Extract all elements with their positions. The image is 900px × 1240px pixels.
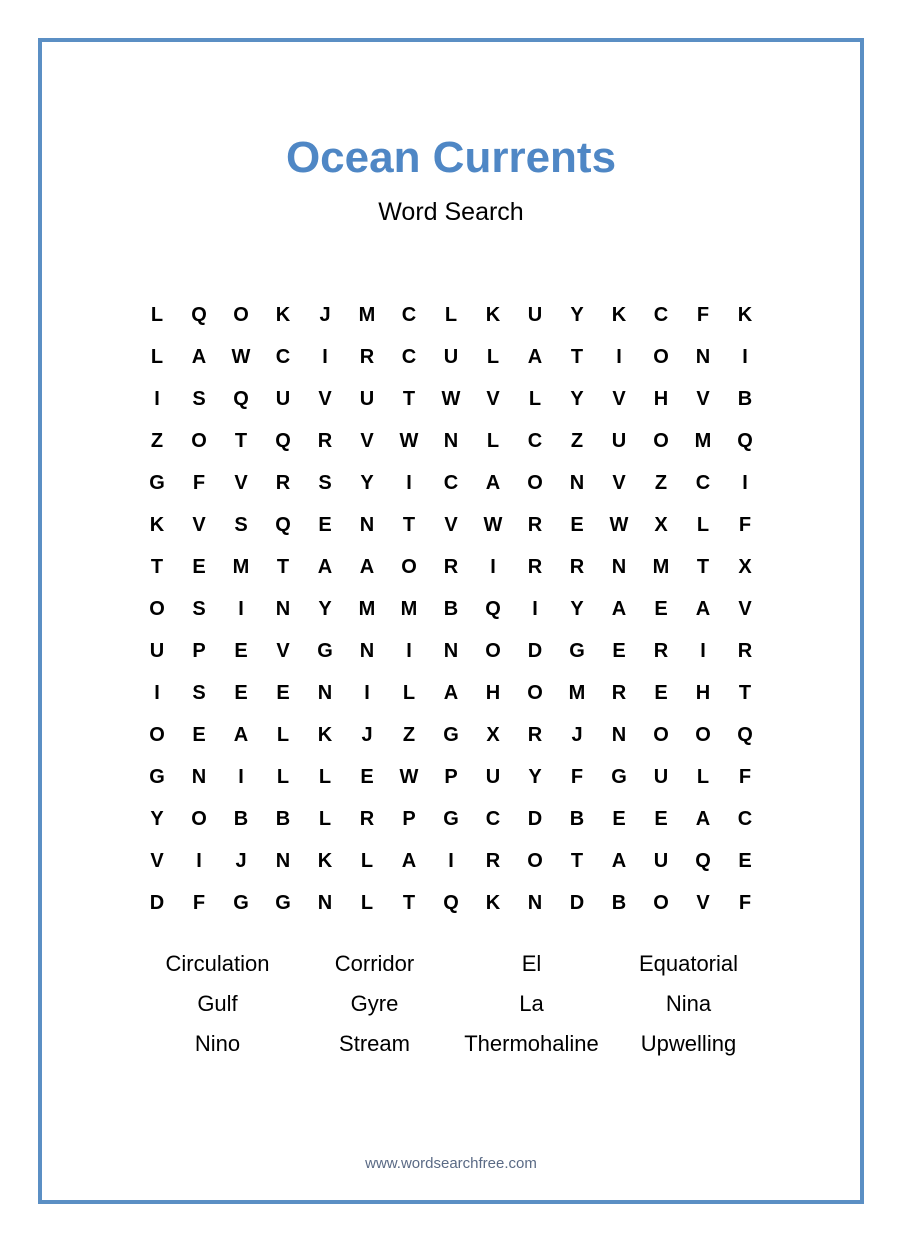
grid-cell: A — [401, 850, 417, 872]
grid-cell: I — [742, 346, 748, 368]
grid-cell: H — [653, 388, 669, 410]
grid-cell: F — [738, 766, 752, 788]
grid-cell: R — [275, 472, 291, 494]
grid-cell: N — [359, 514, 375, 536]
grid-cell: I — [154, 682, 160, 704]
grid-cell: M — [400, 598, 418, 620]
grid-cell: N — [443, 430, 459, 452]
grid-cell: A — [191, 346, 207, 368]
word-list-item: Corridor — [334, 951, 415, 976]
grid-cell: Q — [737, 430, 753, 452]
word-list-item: El — [521, 951, 542, 976]
grid-cell: K — [317, 850, 333, 872]
grid-cell: I — [448, 850, 454, 872]
grid-cell: A — [359, 556, 375, 578]
grid-cell: L — [360, 892, 374, 914]
grid-cell: W — [609, 514, 629, 536]
grid-cell: W — [399, 766, 419, 788]
grid-cell: R — [527, 724, 543, 746]
page-title: Ocean Currents — [285, 133, 617, 182]
grid-cell: R — [653, 640, 669, 662]
grid-cell: K — [485, 304, 501, 326]
grid-cell: O — [653, 430, 669, 452]
grid-cell: N — [611, 556, 627, 578]
grid-cell: N — [359, 640, 375, 662]
grid-cell: N — [275, 850, 291, 872]
grid-cell: T — [402, 514, 416, 536]
grid-cell: O — [653, 892, 669, 914]
grid-cell: A — [527, 346, 543, 368]
grid-cell: S — [234, 514, 248, 536]
grid-cell: K — [485, 892, 501, 914]
grid-cell: G — [443, 808, 459, 830]
grid-cell: V — [696, 388, 710, 410]
grid-cell: G — [569, 640, 585, 662]
grid-cell: M — [568, 682, 586, 704]
grid-cell: Q — [443, 892, 459, 914]
grid-cell: U — [359, 388, 375, 410]
grid-cell: A — [317, 556, 333, 578]
grid-cell: L — [150, 346, 164, 368]
grid-cell: L — [360, 850, 374, 872]
grid-cell: V — [738, 598, 752, 620]
grid-cell: C — [443, 472, 459, 494]
grid-cell: P — [402, 808, 416, 830]
grid-cell: C — [695, 472, 711, 494]
grid-cell: C — [653, 304, 669, 326]
grid-cell: E — [654, 682, 668, 704]
grid-cell: I — [196, 850, 202, 872]
grid-cell: Z — [654, 472, 668, 494]
grid-cell: O — [401, 556, 417, 578]
grid-cell: E — [654, 808, 668, 830]
grid-cell: T — [234, 430, 248, 452]
grid-cell: V — [486, 388, 500, 410]
grid-cell: X — [486, 724, 500, 746]
word-list-item: Nino — [194, 1031, 241, 1056]
grid-cell: I — [616, 346, 622, 368]
grid-cell: O — [191, 430, 207, 452]
grid-cell: A — [611, 598, 627, 620]
grid-cell: F — [570, 766, 584, 788]
grid-cell: E — [570, 514, 584, 536]
grid-cell: H — [695, 682, 711, 704]
grid-cell: N — [695, 346, 711, 368]
grid-cell: I — [742, 472, 748, 494]
grid-cell: T — [402, 892, 416, 914]
grid-cell: Q — [275, 514, 291, 536]
grid-cell: Z — [570, 430, 584, 452]
word-list — [139, 944, 767, 1064]
grid-cell: W — [441, 388, 461, 410]
grid-cell: U — [149, 640, 165, 662]
grid-cell: N — [317, 892, 333, 914]
grid-cell: E — [612, 640, 626, 662]
grid-cell: K — [317, 724, 333, 746]
word-list-item: Thermohaline — [464, 1031, 599, 1056]
word-list-item: Gyre — [350, 991, 399, 1016]
grid-cell: E — [612, 808, 626, 830]
grid-cell: C — [401, 304, 417, 326]
grid-cell: F — [192, 472, 206, 494]
grid-cell: Y — [528, 766, 542, 788]
grid-cell: J — [235, 850, 247, 872]
grid-cell: T — [570, 850, 584, 872]
grid-cell: I — [532, 598, 538, 620]
grid-cell: C — [737, 808, 753, 830]
grid-cell: B — [233, 808, 249, 830]
grid-cell: L — [528, 388, 542, 410]
grid-cell: B — [569, 808, 585, 830]
grid-cell: N — [611, 724, 627, 746]
grid-cell: L — [696, 766, 710, 788]
grid-cell: G — [317, 640, 333, 662]
word-list-item: Stream — [339, 1031, 410, 1056]
grid-cell: U — [443, 346, 459, 368]
grid-cell: R — [737, 640, 753, 662]
grid-cell: V — [612, 472, 626, 494]
grid-cell: C — [527, 430, 543, 452]
grid-cell: A — [443, 682, 459, 704]
footer-url[interactable]: www.wordsearchfree.com — [365, 1155, 537, 1172]
grid-cell: L — [486, 430, 500, 452]
grid-cell: S — [318, 472, 332, 494]
grid-cell: V — [150, 850, 164, 872]
grid-cell: N — [191, 766, 207, 788]
grid-cell: M — [232, 556, 250, 578]
grid-cell: R — [443, 556, 459, 578]
grid-cell: L — [276, 724, 290, 746]
grid-cell: N — [317, 682, 333, 704]
grid-cell: S — [192, 388, 206, 410]
grid-cell: K — [737, 304, 753, 326]
grid-cell: O — [527, 472, 543, 494]
letter-grid — [136, 294, 766, 924]
grid-cell: V — [360, 430, 374, 452]
page-frame — [38, 38, 864, 1204]
grid-cell: J — [319, 304, 331, 326]
grid-cell: Q — [737, 724, 753, 746]
grid-cell: O — [191, 808, 207, 830]
grid-cell: K — [611, 304, 627, 326]
word-list-item: Upwelling — [640, 1031, 737, 1056]
grid-cell: E — [234, 682, 248, 704]
grid-cell: L — [696, 514, 710, 536]
grid-cell: A — [695, 808, 711, 830]
grid-cell: D — [527, 808, 543, 830]
grid-cell: P — [444, 766, 458, 788]
grid-cell: V — [696, 892, 710, 914]
grid-cell: L — [276, 766, 290, 788]
grid-cell: W — [231, 346, 251, 368]
grid-cell: G — [233, 892, 249, 914]
grid-cell: F — [738, 514, 752, 536]
grid-cell: I — [364, 682, 370, 704]
grid-cell: P — [192, 640, 206, 662]
word-list-item: Circulation — [165, 951, 270, 976]
grid-cell: I — [406, 472, 412, 494]
grid-cell: E — [192, 724, 206, 746]
grid-cell: E — [234, 640, 248, 662]
grid-cell: B — [443, 598, 459, 620]
grid-cell: B — [275, 808, 291, 830]
grid-cell: W — [483, 514, 503, 536]
grid-cell: S — [192, 598, 206, 620]
grid-cell: A — [611, 850, 627, 872]
grid-cell: J — [571, 724, 583, 746]
grid-cell: I — [238, 766, 244, 788]
grid-cell: L — [486, 346, 500, 368]
grid-cell: N — [569, 472, 585, 494]
grid-cell: U — [653, 766, 669, 788]
grid-cell: R — [317, 430, 333, 452]
grid-cell: V — [318, 388, 332, 410]
grid-cell: Y — [360, 472, 374, 494]
grid-cell: V — [444, 514, 458, 536]
grid-cell: A — [695, 598, 711, 620]
grid-cell: M — [358, 304, 376, 326]
grid-cell: K — [149, 514, 165, 536]
grid-cell: Y — [150, 808, 164, 830]
grid-cell: B — [737, 388, 753, 410]
grid-cell: J — [361, 724, 373, 746]
grid-cell: V — [234, 472, 248, 494]
grid-cell: O — [527, 850, 543, 872]
grid-cell: M — [652, 556, 670, 578]
grid-cell: G — [149, 766, 165, 788]
grid-cell: R — [359, 808, 375, 830]
grid-cell: F — [696, 304, 710, 326]
grid-cell: E — [738, 850, 752, 872]
grid-cell: V — [276, 640, 290, 662]
grid-cell: I — [322, 346, 328, 368]
grid-cell: Y — [570, 598, 584, 620]
grid-cell: Q — [233, 388, 249, 410]
grid-cell: V — [612, 388, 626, 410]
grid-cell: T — [150, 556, 164, 578]
grid-cell: R — [485, 850, 501, 872]
grid-cell: O — [653, 346, 669, 368]
grid-cell: R — [527, 514, 543, 536]
grid-cell: V — [192, 514, 206, 536]
grid-cell: N — [275, 598, 291, 620]
grid-cell: T — [276, 556, 290, 578]
grid-cell: T — [570, 346, 584, 368]
grid-cell: S — [192, 682, 206, 704]
grid-cell: M — [358, 598, 376, 620]
grid-cell: O — [149, 724, 165, 746]
word-list-item: Nina — [665, 991, 712, 1016]
page-subtitle: Word Search — [378, 198, 524, 226]
grid-cell: O — [485, 640, 501, 662]
grid-cell: C — [485, 808, 501, 830]
grid-cell: D — [527, 640, 543, 662]
grid-cell: L — [318, 766, 332, 788]
grid-cell: Z — [150, 430, 164, 452]
grid-cell: B — [611, 892, 627, 914]
grid-cell: G — [275, 892, 291, 914]
word-list-item: La — [519, 991, 544, 1016]
grid-cell: E — [318, 514, 332, 536]
grid-cell: Q — [695, 850, 711, 872]
grid-cell: I — [700, 640, 706, 662]
grid-cell: Q — [191, 304, 207, 326]
grid-cell: A — [485, 472, 501, 494]
grid-cell: F — [192, 892, 206, 914]
grid-cell: I — [238, 598, 244, 620]
grid-cell: O — [233, 304, 249, 326]
grid-cell: L — [444, 304, 458, 326]
grid-cell: G — [611, 766, 627, 788]
grid-cell: O — [527, 682, 543, 704]
grid-cell: R — [569, 556, 585, 578]
grid-cell: D — [149, 892, 165, 914]
grid-cell: Z — [402, 724, 416, 746]
grid-cell: G — [149, 472, 165, 494]
grid-cell: R — [527, 556, 543, 578]
grid-cell: Q — [485, 598, 501, 620]
grid-cell: R — [611, 682, 627, 704]
grid-cell: U — [485, 766, 501, 788]
grid-cell: L — [402, 682, 416, 704]
grid-cell: O — [653, 724, 669, 746]
grid-cell: L — [150, 304, 164, 326]
grid-cell: K — [275, 304, 291, 326]
grid-cell: A — [233, 724, 249, 746]
grid-cell: O — [149, 598, 165, 620]
grid-cell: I — [490, 556, 496, 578]
grid-cell: O — [695, 724, 711, 746]
grid-cell: N — [527, 892, 543, 914]
grid-cell: Y — [318, 598, 332, 620]
grid-cell: X — [654, 514, 668, 536]
grid-cell: E — [192, 556, 206, 578]
grid-cell: Y — [570, 388, 584, 410]
grid-cell: G — [443, 724, 459, 746]
grid-cell: T — [402, 388, 416, 410]
grid-cell: C — [401, 346, 417, 368]
grid-cell: F — [738, 892, 752, 914]
grid-cell: T — [696, 556, 710, 578]
grid-cell: X — [738, 556, 752, 578]
grid-cell: E — [276, 682, 290, 704]
word-list-item: Equatorial — [638, 951, 739, 976]
grid-cell: R — [359, 346, 375, 368]
grid-cell: U — [527, 304, 543, 326]
grid-cell: M — [694, 430, 712, 452]
grid-cell: L — [318, 808, 332, 830]
grid-cell: T — [738, 682, 752, 704]
grid-cell: Y — [570, 304, 584, 326]
grid-cell: H — [485, 682, 501, 704]
grid-cell: U — [611, 430, 627, 452]
grid-cell: E — [360, 766, 374, 788]
grid-cell: I — [154, 388, 160, 410]
grid-cell: U — [653, 850, 669, 872]
grid-cell: W — [399, 430, 419, 452]
grid-cell: U — [275, 388, 291, 410]
grid-cell: D — [569, 892, 585, 914]
grid-cell: N — [443, 640, 459, 662]
grid-cell: I — [406, 640, 412, 662]
grid-cell: Q — [275, 430, 291, 452]
grid-cell: E — [654, 598, 668, 620]
word-list-item: Gulf — [197, 991, 238, 1016]
grid-cell: C — [275, 346, 291, 368]
